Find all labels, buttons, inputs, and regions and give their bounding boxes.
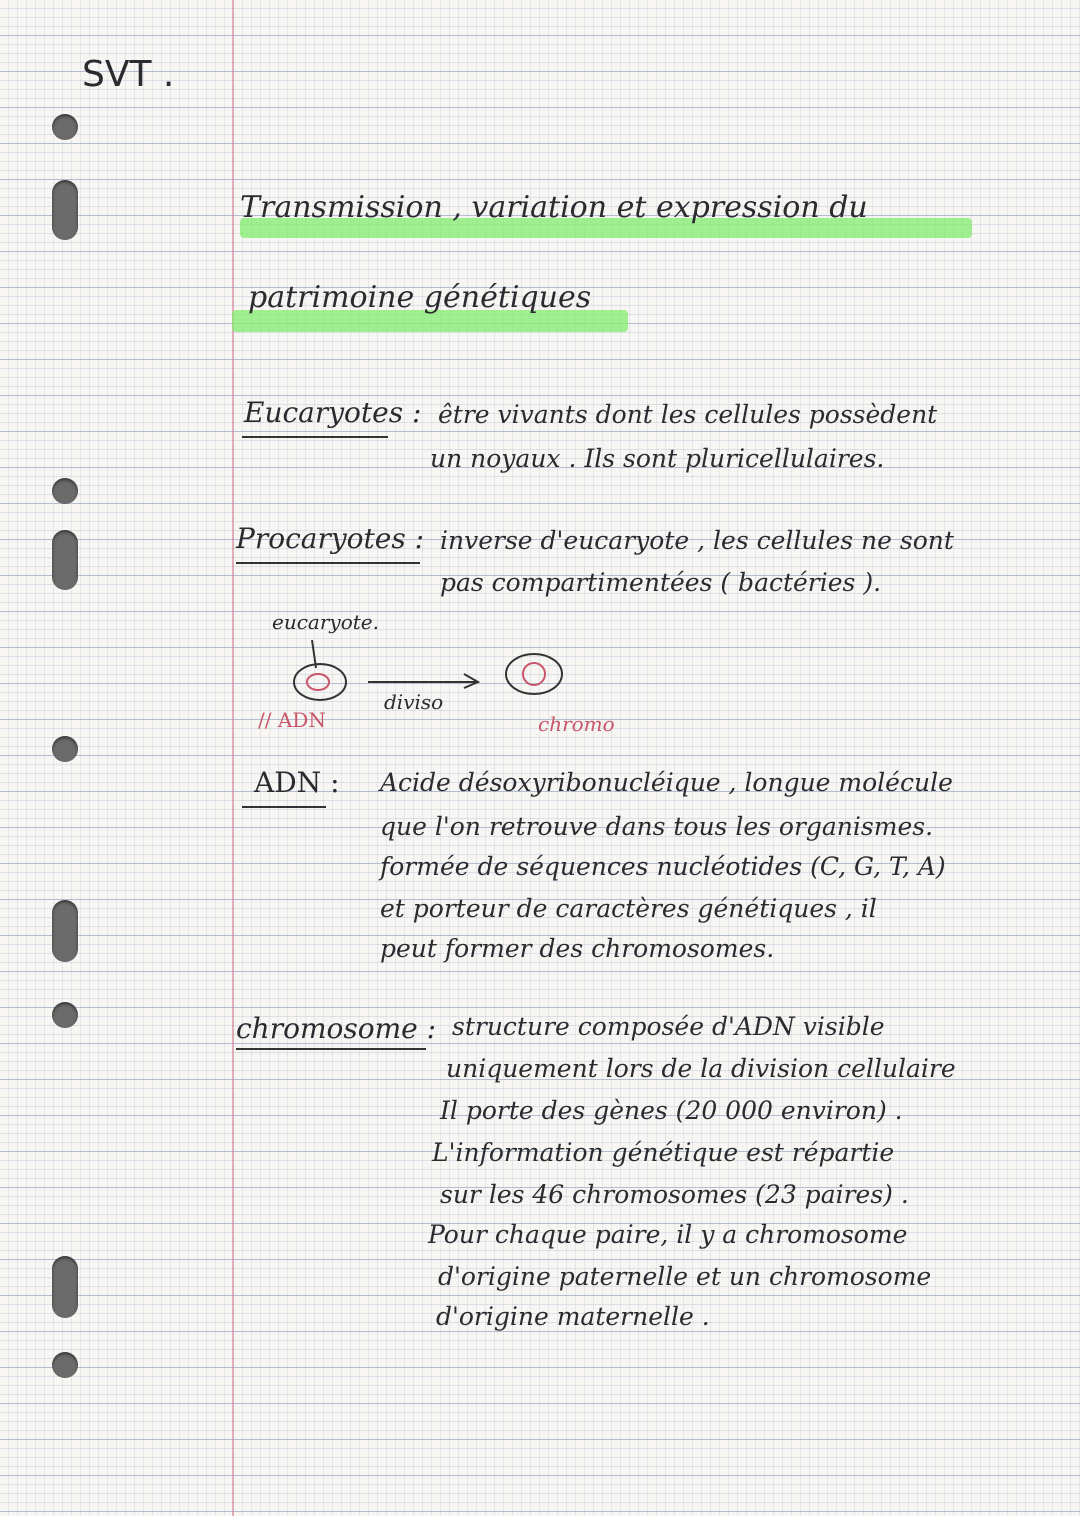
definition-line: sur les 46 chromosomes (23 paires) .	[440, 1180, 909, 1209]
parent-cell-icon	[294, 664, 346, 700]
definition-line: peut former des chromosomes.	[380, 934, 775, 963]
definition-line: Il porte des gènes (20 000 environ) .	[440, 1096, 903, 1125]
punch-hole	[52, 736, 78, 762]
definition-line: être vivants dont les cellules possèdent	[438, 400, 938, 429]
margin-line	[232, 0, 234, 1516]
page-title-line1: Transmission , variation et expression du	[240, 190, 868, 225]
definition-line: Acide désoxyribonucléique , longue molécule	[380, 768, 953, 797]
punch-hole	[52, 1352, 78, 1378]
definition-line: pas compartimentées ( bactéries ).	[440, 568, 882, 597]
definition-line: inverse d'eucaryote , les cellules ne sont	[440, 526, 954, 555]
punch-hole	[52, 478, 78, 504]
definition-line: uniquement lors de la division cellulaire	[446, 1054, 956, 1083]
punch-hole	[52, 114, 78, 140]
term-underline	[236, 562, 420, 564]
punch-hole	[52, 1256, 78, 1318]
punch-hole	[52, 900, 78, 962]
definition-line: que l'on retrouve dans tous les organismes.	[380, 812, 934, 841]
punch-hole	[52, 1002, 78, 1028]
diagram-label-adn: // ADN	[258, 708, 326, 732]
punch-hole	[52, 530, 78, 590]
term-eucaryotes: Eucaryotes :	[244, 396, 422, 429]
page-title-line2: patrimoine génétiques	[248, 280, 592, 315]
definition-line: Pour chaque paire, il y a chromosome	[428, 1220, 908, 1249]
term-adn: ADN :	[254, 766, 340, 799]
diagram-label-chromo: chromo	[538, 712, 615, 736]
definition-line: L'information génétique est répartie	[432, 1138, 895, 1167]
term-procaryotes: Procaryotes :	[236, 522, 425, 555]
term-underline	[242, 806, 326, 808]
term-chromosome: chromosome :	[236, 1012, 437, 1045]
nucleus-icon	[307, 674, 329, 690]
definition-line: formée de séquences nucléotides (C, G, T, A)	[380, 852, 946, 881]
definition-line: et porteur de caractères génétiques , il	[380, 894, 877, 923]
subject-label: SVT .	[82, 54, 175, 95]
term-underline	[236, 1048, 426, 1050]
punch-hole	[52, 180, 78, 240]
diagram-label-division: diviso	[384, 690, 444, 714]
definition-line: un noyaux . Ils sont pluricellulaires.	[430, 444, 885, 473]
definition-line: d'origine paternelle et un chromosome	[438, 1262, 932, 1291]
daughter-cell-icon	[506, 654, 562, 694]
definition-line: structure composée d'ADN visible	[452, 1012, 885, 1041]
diagram-label-eucaryote: eucaryote.	[272, 610, 379, 634]
term-underline	[242, 436, 388, 438]
definition-line: d'origine maternelle .	[436, 1302, 710, 1331]
nucleus-icon	[523, 663, 545, 685]
